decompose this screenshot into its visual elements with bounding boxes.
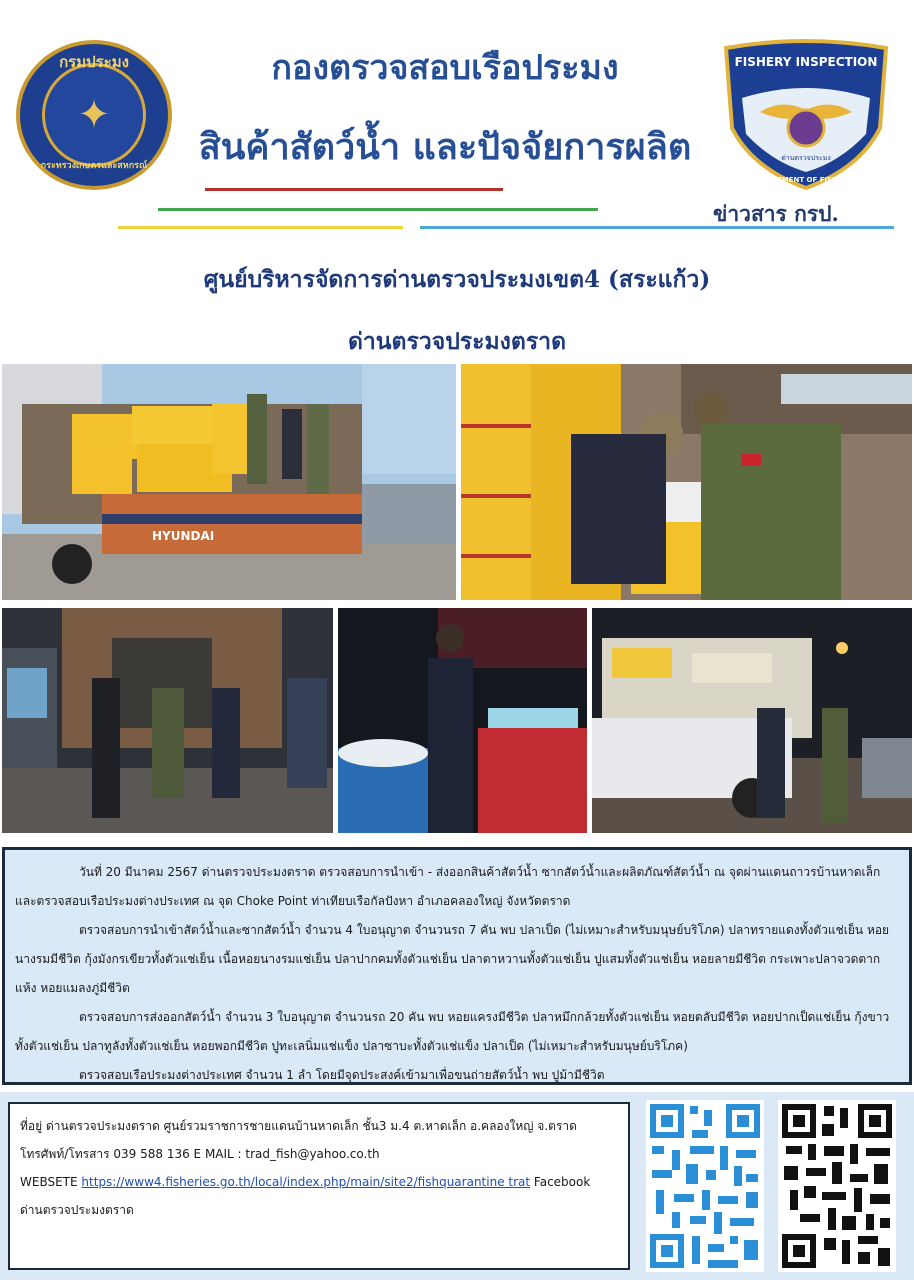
qr-code-website-icon[interactable] xyxy=(646,1100,764,1272)
subtitle-center: ศูนย์บริหารจัดการด่านตรวจประมงเขต4 (สระแก้ว) xyxy=(203,266,711,293)
photo-night-truck xyxy=(2,608,333,833)
subtitle-checkpoint: ด่านตรวจประมงตราด xyxy=(347,328,567,355)
badge-bottom-text: DEPARTMENT OF FISHERIES xyxy=(751,176,861,184)
website-link[interactable]: https://www4.fisheries.go.th/local/index.php/main/site2/fishquarantine trat xyxy=(81,1175,531,1189)
contact-address: ที่อยู่ ด่านตรวจประมงตราด ศูนย์รวมราชการชายแดนบ้านหาดเล็ก ชั้น3 ม.4 ต.หาดเล็ก อ.คลองใหญ่ จ.ตราด xyxy=(20,1119,577,1133)
report-paragraph-4: ตรวจสอบเรือประมงต่างประเทศ จำนวน 1 ลำ โดยมีจุดประสงค์เข้ามาเพื่อขนถ่ายสัตว์น้ำ พบ ปูม้ามีชีวิต xyxy=(79,1068,605,1082)
badge-top-text: FISHERY INSPECTION xyxy=(734,55,878,69)
website-label: WEBSETE xyxy=(20,1175,78,1189)
report-paragraph-1: วันที่ 20 มีนาคม 2567 ด่านตรวจประมงตราด ตรวจสอบการนำเข้า - ส่งออกสินค้าสัตว์น้ำ ซากสัตว์น้ำและผลิตภัณฑ์สัตว์น้ำ ณ จุดผ่านแดนถาวรบ้านหาดเล็ก และตรวจสอบเรือประมงต่างประเทศ ณ จุด Choke Point ท่าเทียบเรือกัลปังหา อำเภอคลองใหญ่ จังหวัดตราด xyxy=(15,865,881,908)
page-title-line1: กองตรวจสอบเรือประมง xyxy=(271,48,619,88)
contact-phone-email: โทรศัพท์/โทรสาร 039 588 136 E MAIL : trad_fish@yahoo.co.th xyxy=(20,1147,380,1161)
qr-code-facebook-icon[interactable] xyxy=(778,1100,896,1272)
contact-website-row xyxy=(20,1168,618,1196)
logo-left-bottom-text: กระทรวงเกษตรและสหกรณ์ xyxy=(40,161,148,171)
divider-green xyxy=(158,208,598,211)
photo-truck-inspection xyxy=(2,364,456,600)
divider-red xyxy=(205,188,503,191)
facebook-page-name: ด่านตรวจประมงตราด xyxy=(20,1203,134,1217)
photo-pickup-night xyxy=(592,608,912,833)
fishery-inspection-badge xyxy=(720,38,892,190)
emblem-icon: ✦ xyxy=(42,63,146,167)
photo-box-inspection xyxy=(461,364,912,600)
photo-night-containers xyxy=(338,608,587,833)
department-of-fisheries-logo xyxy=(16,40,172,190)
badge-center-text: ด่านตรวจประมง xyxy=(781,154,831,162)
divider-yellow xyxy=(118,226,403,229)
page-title-line2: สินค้าสัตว์น้ำ และปัจจัยการผลิต xyxy=(198,126,692,168)
truck-brand-text: HYUNDAI xyxy=(152,529,215,543)
report-paragraph-2: ตรวจสอบการนำเข้าสัตว์น้ำและซากสัตว์น้ำ จำนวน 4 ใบอนุญาต จำนวนรถ 7 คัน พบ ปลาเป็ด (ไม่เหมาะสำหรับมนุษย์บริโภค) ปลาทรายแดงทั้งตัวแช่เย็น หอยนางรมมีชีวิต กุ้งมังกรเขียวทั้งตัวแช่เย็น เนื้อหอยนางรมแช่เย็น ปลาปากคมทั้งตัวแช่เย็น ปลาตาหวานทั้งตัวแช่เย็น ปูแสมทั้งตัวแช่เย็น หอยลายมีชีวิต กระเพาะปลาจวดตากแห้ง หอยแมลงภู่มีชีวิต xyxy=(15,923,890,995)
facebook-label: Facebook xyxy=(533,1175,591,1189)
logo-left-top-text: กรมประมง xyxy=(59,53,129,71)
report-body xyxy=(2,847,912,1085)
news-tag: ข่าวสาร กรป. xyxy=(713,201,839,226)
contact-info xyxy=(8,1102,630,1270)
report-paragraph-3: ตรวจสอบการส่งออกสัตว์น้ำ จำนวน 3 ใบอนุญาต จำนวนรถ 20 คัน พบ หอยแครงมีชีวิต ปลาหมึกกล้วยทั้งตัวแช่เย็น หอยตลับมีชีวิต หอยปากเป็ดแช่เย็น กุ้งขาวทั้งตัวแช่เย็น ปลาทูลังทั้งตัวแช่เย็น หอยพอกมีชีวิต ปูทะเลนิ่มแช่แข็ง ปลาซาบะทั้งตัวแช่แข็ง ปลาเป็ด (ไม่เหมาะสำหรับมนุษย์บริโภค) xyxy=(15,1010,890,1053)
